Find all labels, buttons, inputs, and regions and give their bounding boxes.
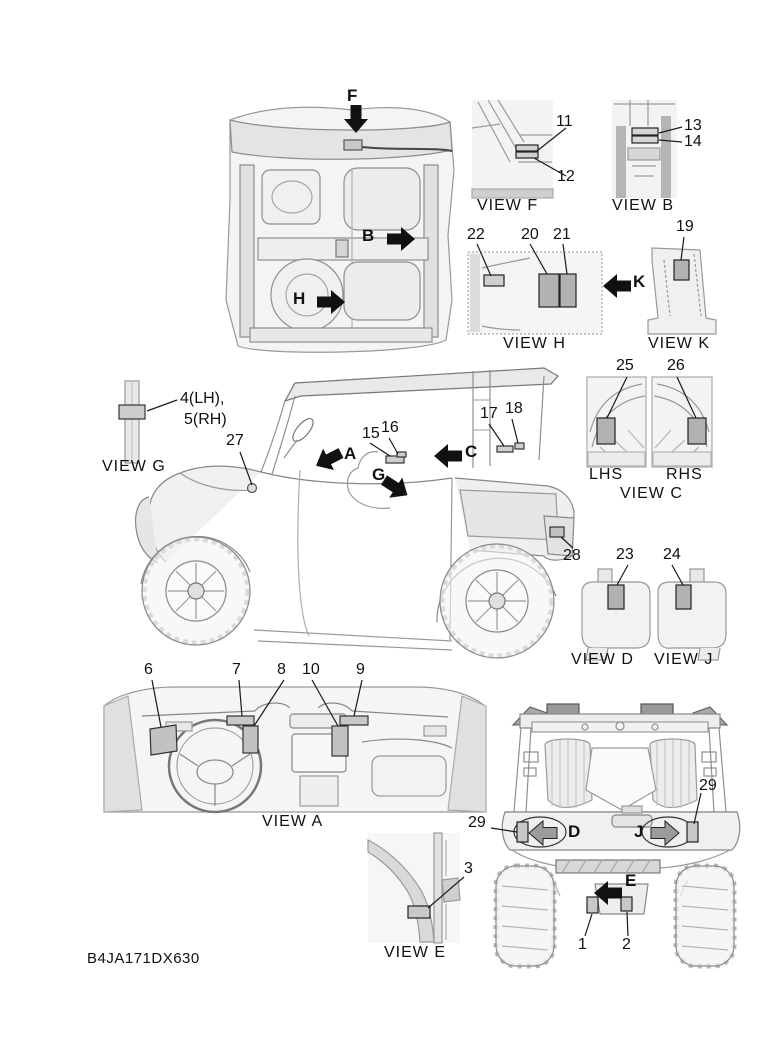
callout-15: 15: [362, 425, 380, 442]
callout-20: 20: [521, 226, 539, 243]
arrow-letter-e: E: [625, 871, 637, 890]
callout-9: 9: [356, 661, 365, 678]
view-a-art: [104, 687, 486, 812]
view-k-art: [648, 248, 716, 334]
view-b-title: VIEW B: [612, 197, 675, 214]
view-c-art: [587, 377, 712, 467]
arrow-letter-j: J: [634, 822, 644, 841]
view-g-title: VIEW G: [102, 458, 166, 475]
arrow-letter-b: B: [362, 226, 375, 245]
callout-2: 2: [622, 936, 631, 953]
view-g-art: [119, 381, 145, 463]
callout-22: 22: [467, 226, 485, 243]
view-d-j-art: [582, 569, 726, 660]
callout-23: 23: [616, 546, 634, 563]
view-e-title: VIEW E: [384, 944, 447, 961]
callout-19: 19: [676, 218, 694, 235]
callout-26: 26: [667, 357, 685, 374]
callout-27: 27: [226, 432, 244, 449]
callout-8: 8: [277, 661, 286, 678]
arrow-letter-k: K: [633, 272, 646, 291]
callout-29-left: 29: [468, 814, 486, 831]
view-f-art: [472, 100, 553, 198]
callout-11: 11: [556, 113, 573, 130]
view-a-title: VIEW A: [262, 813, 324, 830]
callout-21: 21: [553, 226, 571, 243]
callout-25: 25: [616, 357, 634, 374]
callout-28: 28: [563, 547, 581, 564]
view-f-title: VIEW F: [477, 197, 539, 214]
view-c-title: VIEW C: [620, 485, 683, 502]
arrow-letter-d: D: [568, 822, 581, 841]
callout-14: 14: [684, 133, 702, 150]
callout-4-lh: 4(LH),: [180, 390, 225, 407]
callout-29-right: 29: [699, 777, 717, 794]
view-j-title: VIEW J: [654, 651, 714, 668]
top-view-art: [226, 107, 454, 352]
arrow-letter-h: H: [293, 289, 306, 308]
rhs-label: RHS: [666, 466, 703, 483]
lhs-label: LHS: [589, 466, 624, 483]
arrow-letter-a: A: [344, 444, 357, 463]
callout-17: 17: [480, 405, 498, 422]
callout-7: 7: [232, 661, 241, 678]
callout-18: 18: [505, 400, 523, 417]
figure-code: B4JA171DX630: [87, 950, 200, 967]
callout-3: 3: [464, 860, 473, 877]
view-d-title: VIEW D: [571, 651, 634, 668]
callout-13: 13: [684, 117, 702, 134]
view-h-title: VIEW H: [503, 335, 566, 352]
arrow-letter-f: F: [347, 86, 358, 105]
callout-24: 24: [663, 546, 681, 563]
view-e-art: [368, 833, 460, 943]
arrow-letter-g: G: [372, 465, 386, 484]
arrow-letter-c: C: [465, 442, 478, 461]
view-k-title: VIEW K: [648, 335, 711, 352]
callout-5-rh: 5(RH): [184, 411, 227, 428]
view-b-art: [612, 100, 677, 198]
callout-16: 16: [381, 419, 399, 436]
view-h-art: [468, 252, 602, 334]
callout-12: 12: [557, 168, 575, 185]
callout-6: 6: [144, 661, 153, 678]
callout-10: 10: [302, 661, 320, 678]
callout-1: 1: [578, 936, 587, 953]
